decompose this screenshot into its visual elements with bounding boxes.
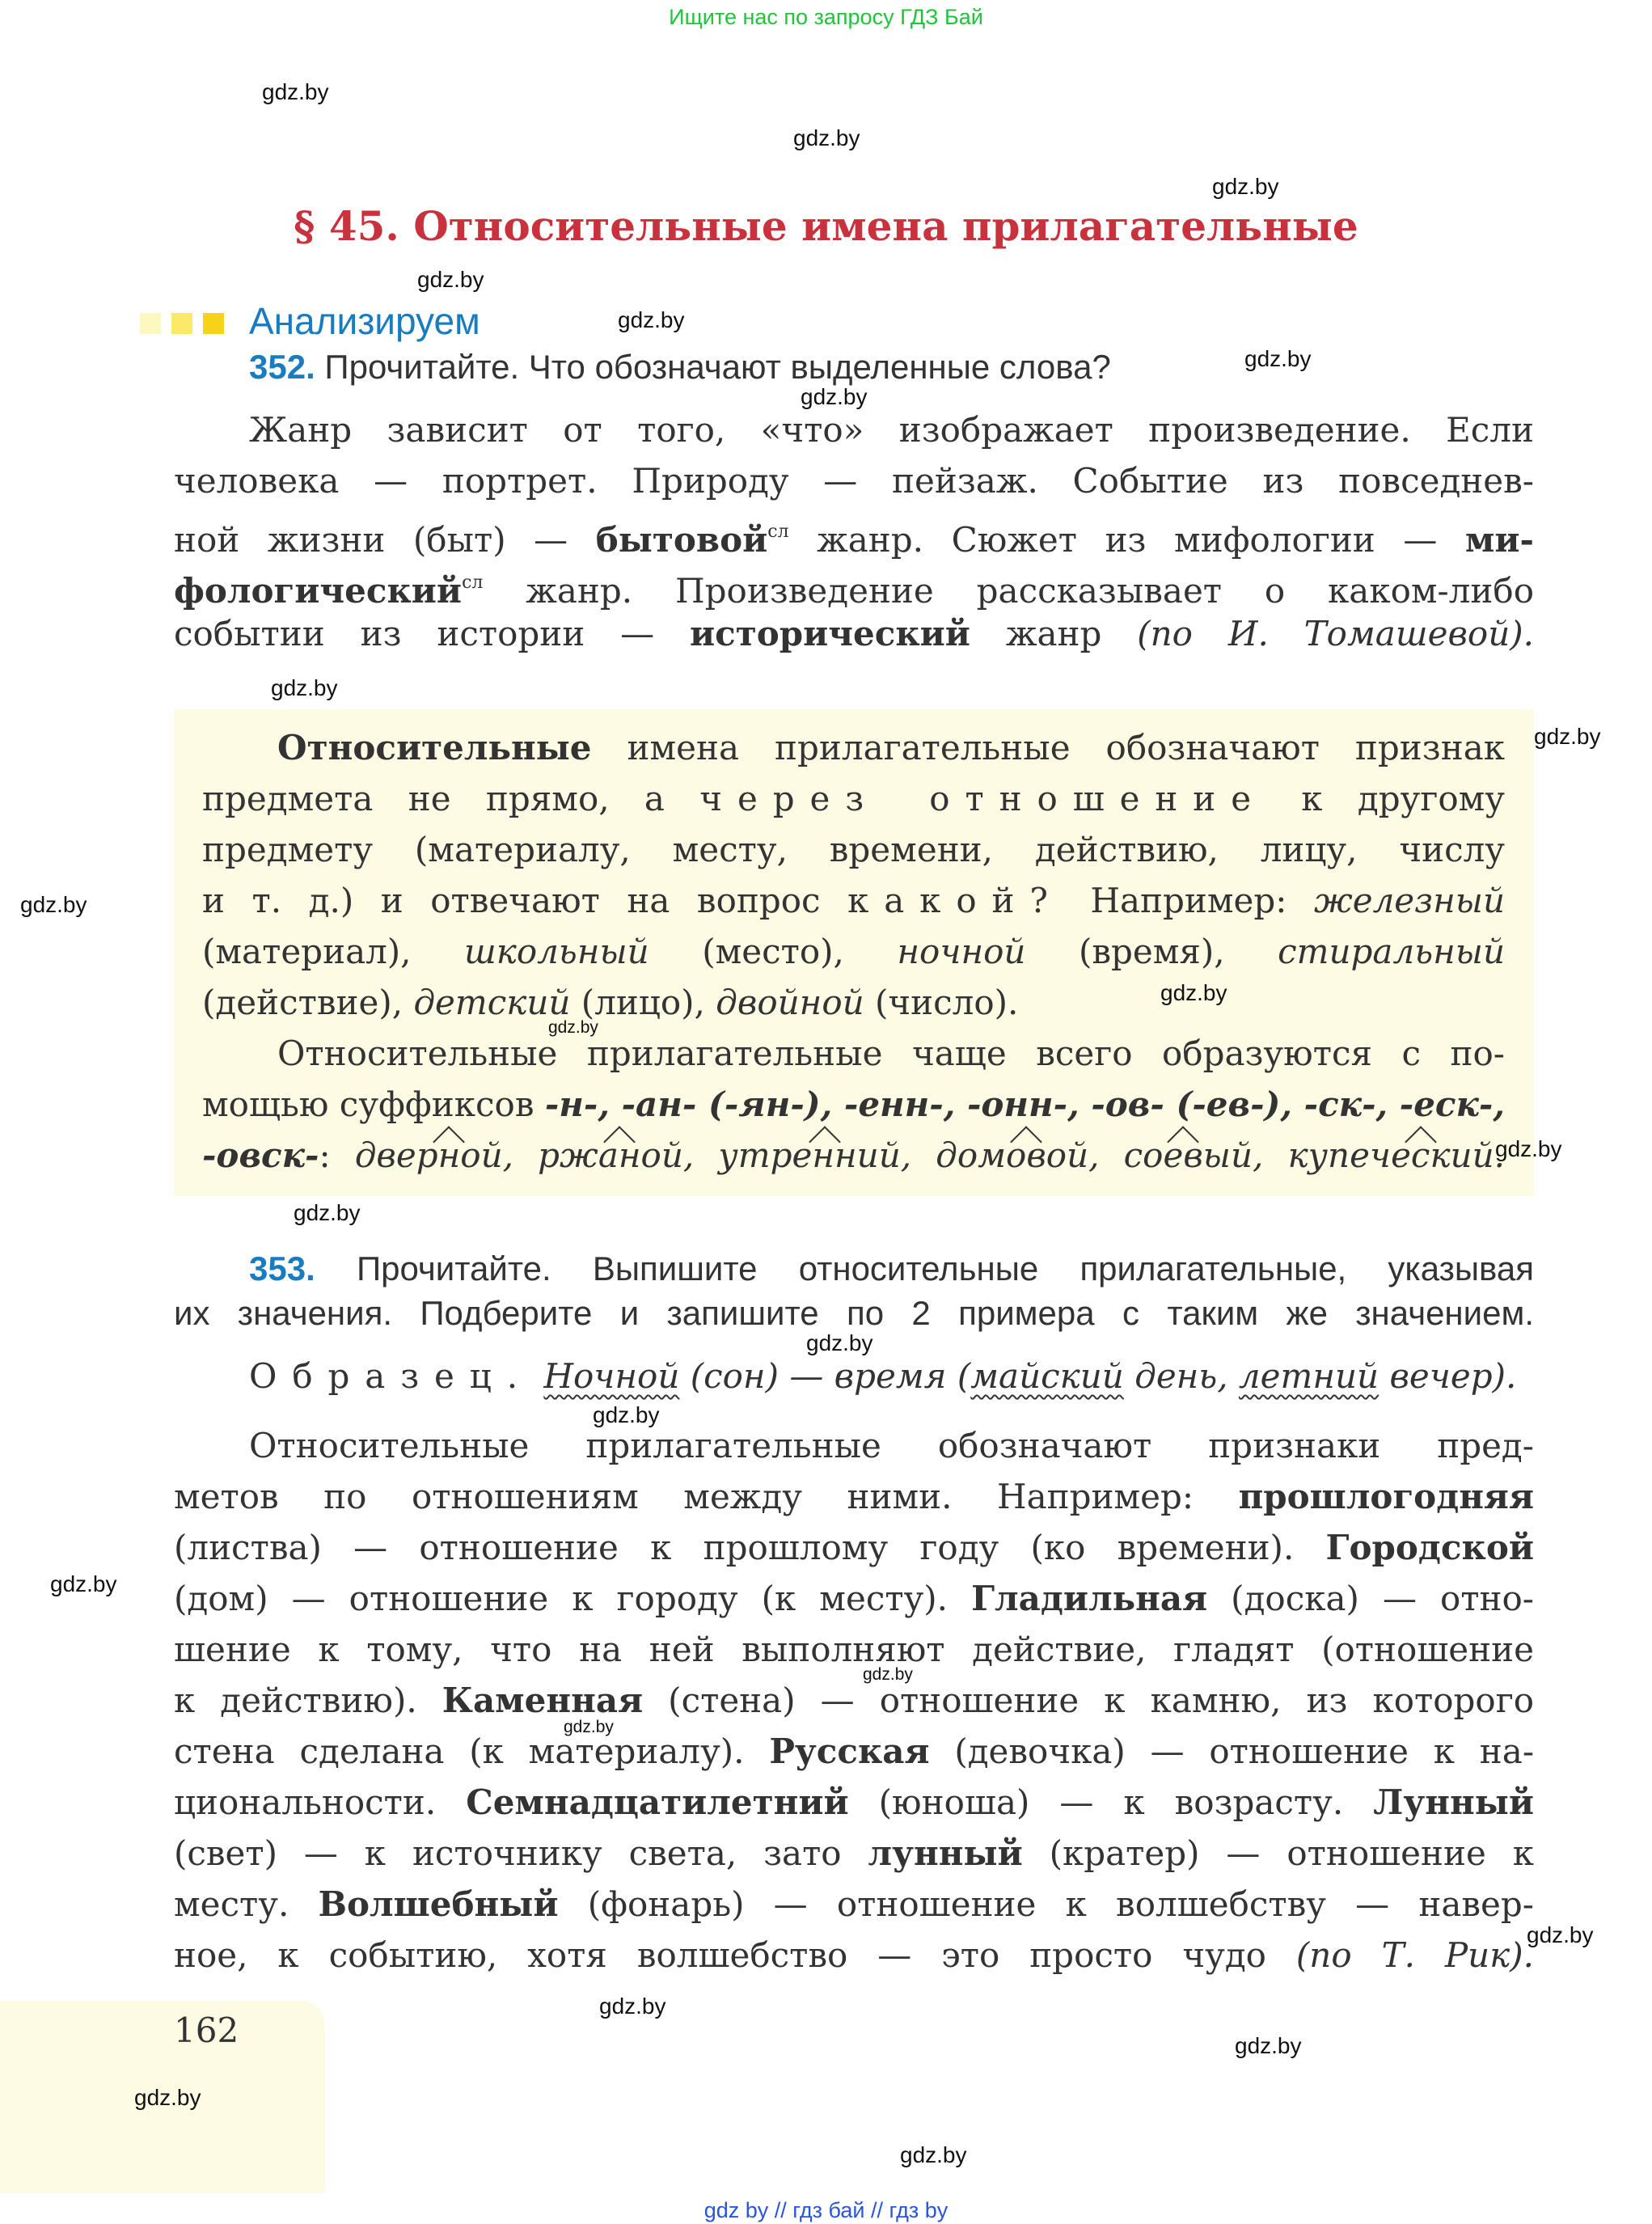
text-segment: (число).: [864, 983, 1019, 1022]
text-segment: Гладильная: [971, 1579, 1208, 1618]
text-line: [174, 1420, 1534, 1471]
text-segment: Русская: [769, 1731, 930, 1771]
section-square-icon: [171, 313, 192, 334]
text-segment: Каменная: [442, 1681, 644, 1720]
text-segment: через отношение: [699, 779, 1266, 818]
watermark: gdz.by: [1534, 724, 1601, 749]
text-line: [202, 926, 1505, 977]
suffix-marked: ан: [598, 1135, 641, 1175]
text-segment: бытовой: [595, 520, 768, 560]
text-segment: школьный: [464, 932, 649, 971]
text-line: [174, 506, 1534, 560]
text-segment: ий.: [1450, 1135, 1505, 1175]
suffix-marked: еск: [1391, 1135, 1451, 1175]
text-segment: -н-, -ан- (-ян-), -енн-, -онн-, -ов- (-ев-), -ск-, -еск-,: [544, 1085, 1505, 1124]
text-segment: жанр. Произведение рассказывает о каком-либо: [483, 571, 1534, 611]
text-segment: (доска) — отно-: [1207, 1579, 1534, 1618]
text-segment: (материал),: [202, 932, 465, 971]
text-segment: прошлогодняя: [1238, 1477, 1534, 1516]
text-line: [174, 1573, 1534, 1624]
watermark: gdz.by: [1495, 1136, 1562, 1161]
text-segment: лунный: [868, 1833, 1023, 1873]
text-353: [174, 1420, 1534, 1981]
watermark: gdz.by: [863, 1665, 913, 1684]
watermark: gdz.by: [793, 125, 860, 150]
text-line: [174, 1930, 1534, 1981]
text-line: [202, 875, 1505, 926]
text-segment: ночной: [897, 932, 1026, 971]
text-segment: Относительные: [277, 728, 592, 767]
suffix-marked: ов: [1006, 1135, 1046, 1175]
text-segment: ной жизни (быт) —: [174, 520, 596, 560]
text-line: [202, 1079, 1505, 1130]
text-segment: (действие),: [202, 983, 414, 1022]
watermark: gdz.by: [801, 384, 868, 409]
suffix-marked: н: [437, 1135, 461, 1175]
text-segment: Волшебный: [318, 1884, 559, 1924]
text-segment: стена сделана (к материалу).: [174, 1731, 770, 1771]
text-segment: месту.: [174, 1884, 319, 1924]
text-segment: имена прилагательные обозначают признак: [591, 728, 1505, 767]
text-segment: детский: [413, 983, 571, 1022]
watermark: gdz.by: [599, 1994, 666, 2019]
watermark: gdz.by: [618, 307, 685, 332]
text-segment: двойной: [716, 983, 864, 1022]
text-segment: летний: [1238, 1356, 1379, 1396]
watermark: gdz.by: [548, 1018, 598, 1037]
text-segment: ой, рж: [460, 1135, 598, 1175]
page-number: 162: [174, 2010, 239, 2050]
text-segment: вечер).: [1379, 1356, 1517, 1396]
text-line: [202, 1028, 1505, 1079]
task-number: 352.: [249, 348, 315, 386]
text-segment: майский: [970, 1356, 1124, 1396]
text-line: [174, 608, 1534, 659]
watermark: gdz.by: [900, 2142, 967, 2167]
text-segment: какой?: [847, 881, 1063, 920]
section-square-icon: [140, 313, 161, 334]
text-line: [202, 722, 1505, 773]
text-segment: (листва) — отношение к прошлому году (ко времени).: [174, 1528, 1326, 1567]
text-segment: (место),: [649, 932, 898, 971]
text-segment: (свет) — к источнику света, зато: [174, 1833, 868, 1873]
text-segment: Относительные прилагательные чаще всего образуются с по-: [277, 1034, 1505, 1073]
watermark: gdz.by: [806, 1330, 873, 1355]
section-heading: Анализируем: [249, 300, 480, 342]
text-segment: сл: [767, 522, 789, 542]
text-segment: (сон) — время (: [679, 1356, 971, 1396]
text-line: [174, 1351, 1534, 1402]
suffix-marked: енн: [792, 1135, 857, 1175]
text-segment: (по И. Томашевой).: [1137, 614, 1534, 653]
text-line: [174, 1471, 1534, 1522]
text-segment: сл: [462, 573, 484, 593]
section-square-icon: [203, 313, 224, 334]
text-segment: Ночной: [543, 1356, 680, 1396]
text-line: [174, 1879, 1534, 1930]
text-segment: Городской: [1325, 1528, 1534, 1567]
text-segment: двер: [354, 1135, 438, 1175]
text-segment: жанр. Сюжет из мифологии —: [788, 520, 1465, 560]
text-line: [202, 1130, 1505, 1181]
text-segment: и т. д.) и отвечают на вопрос: [202, 881, 848, 920]
text-segment: (дом) — отношение к городу (к месту).: [174, 1579, 972, 1618]
watermark: gdz.by: [271, 675, 338, 700]
text-line: [174, 1522, 1534, 1573]
footer-links[interactable]: gdz by // гдз бай // гдз by: [703, 2198, 949, 2222]
watermark: gdz.by: [262, 79, 329, 104]
task-text: Прочитайте. Что обозначают выделенные слова?: [315, 348, 1111, 386]
task-number: 353.: [249, 1249, 315, 1287]
text-segment: Относительные прилагательные обозначают признаки пред-: [249, 1426, 1534, 1465]
watermark: gdz.by: [1527, 1922, 1594, 1947]
watermark: gdz.by: [1160, 980, 1227, 1005]
text-segment: :: [319, 1135, 355, 1175]
text-segment: фологический: [174, 571, 463, 611]
text-line: [174, 1828, 1534, 1879]
text-segment: ий, дом: [856, 1135, 1007, 1175]
task-352-instruction: [249, 345, 1111, 389]
watermark: gdz.by: [50, 1571, 117, 1596]
watermark: gdz.by: [20, 892, 87, 917]
text-segment: Жанр зависит от того, «что» изображает произведение. Если: [249, 410, 1534, 450]
sample-text: [174, 1351, 1534, 1402]
text-segment: Образец.: [249, 1356, 533, 1396]
text-segment: (девочка) — отношение к на-: [929, 1731, 1535, 1771]
text-line: [174, 455, 1534, 506]
page-title: § 45. Относительные имена прилагательные: [294, 202, 1358, 250]
text-line: [174, 1624, 1534, 1675]
text-segment: (стена) — отношение к камню, из которого: [643, 1681, 1534, 1720]
text-segment: событии из истории —: [174, 614, 690, 653]
text-segment: железный: [1313, 881, 1505, 920]
text-352: [174, 404, 1534, 659]
watermark: gdz.by: [417, 267, 484, 292]
text-line: [174, 404, 1534, 455]
text-segment: день,: [1123, 1356, 1239, 1396]
text-segment: -овск-: [202, 1135, 319, 1175]
task-text: Прочитайте. Выпишите относительные прилагательные, указывая: [315, 1249, 1534, 1287]
text-segment: (фонарь) — отношение к волшебству — навер-: [558, 1884, 1534, 1924]
text-segment: (по Т. Рик).: [1295, 1935, 1534, 1975]
search-banner[interactable]: Ищите нас по запросу ГДЗ Бай: [669, 5, 983, 29]
text-segment: мощью суффиксов: [202, 1085, 545, 1124]
watermark: gdz.by: [1212, 174, 1279, 199]
text-line: [202, 977, 1505, 1028]
watermark: gdz.by: [593, 1402, 660, 1427]
text-line: [202, 824, 1505, 875]
text-segment: ый, купеч: [1202, 1135, 1392, 1175]
text-line: [174, 557, 1534, 611]
text-segment: ное, к событию, хотя волшебство — это просто чудо: [174, 1935, 1296, 1975]
text-segment: циональности.: [174, 1782, 467, 1822]
text-line: [174, 1726, 1534, 1777]
text-segment: (юноша) — к возрасту.: [848, 1782, 1374, 1822]
text-segment: (лицо),: [570, 983, 716, 1022]
text-segment: Семнадцатилетний: [466, 1782, 849, 1822]
text-segment: к действию).: [174, 1681, 442, 1720]
task-line: [174, 1246, 1534, 1291]
task-353-instruction: [174, 1246, 1534, 1335]
text-segment: жанр: [970, 614, 1138, 653]
text-segment: Лунный: [1373, 1782, 1534, 1822]
text-segment: Например:: [1063, 881, 1314, 920]
text-segment: стиральный: [1278, 932, 1505, 971]
rule-text: [202, 722, 1505, 1181]
text-segment: (кратер) — отношение к: [1022, 1833, 1534, 1873]
text-segment: метов по отношениям между ними. Например:: [174, 1477, 1239, 1516]
text-segment: [533, 1356, 543, 1396]
watermark: gdz.by: [134, 2085, 201, 2110]
text-segment: к другому: [1265, 779, 1505, 818]
text-segment: человека — портрет. Природу — пейзаж. Событие из повседнев-: [174, 461, 1534, 501]
task-line: их значения. Подберите и запишите по 2 примера с таким же значением.: [174, 1294, 1534, 1332]
watermark: gdz.by: [564, 1718, 614, 1736]
watermark: gdz.by: [294, 1200, 361, 1225]
text-segment: шение к тому, что на ней выполняют действие, гладят (отношение: [174, 1630, 1534, 1669]
text-line: [174, 1777, 1534, 1828]
text-segment: ой, утр: [640, 1135, 792, 1175]
text-line: [202, 773, 1505, 824]
text-segment: исторический: [690, 614, 970, 653]
text-line: [174, 1675, 1534, 1726]
text-segment: ой, со: [1046, 1135, 1164, 1175]
text-segment: предмета не прямо, а: [202, 779, 700, 818]
text-segment: ми-: [1464, 520, 1534, 560]
watermark: gdz.by: [1235, 2033, 1302, 2058]
text-segment: предмету (материалу, месту, времени, действию, лицу, числу: [202, 830, 1505, 869]
text-segment: (время),: [1025, 932, 1278, 971]
suffix-marked: ев: [1163, 1135, 1203, 1175]
watermark: gdz.by: [1244, 346, 1312, 371]
